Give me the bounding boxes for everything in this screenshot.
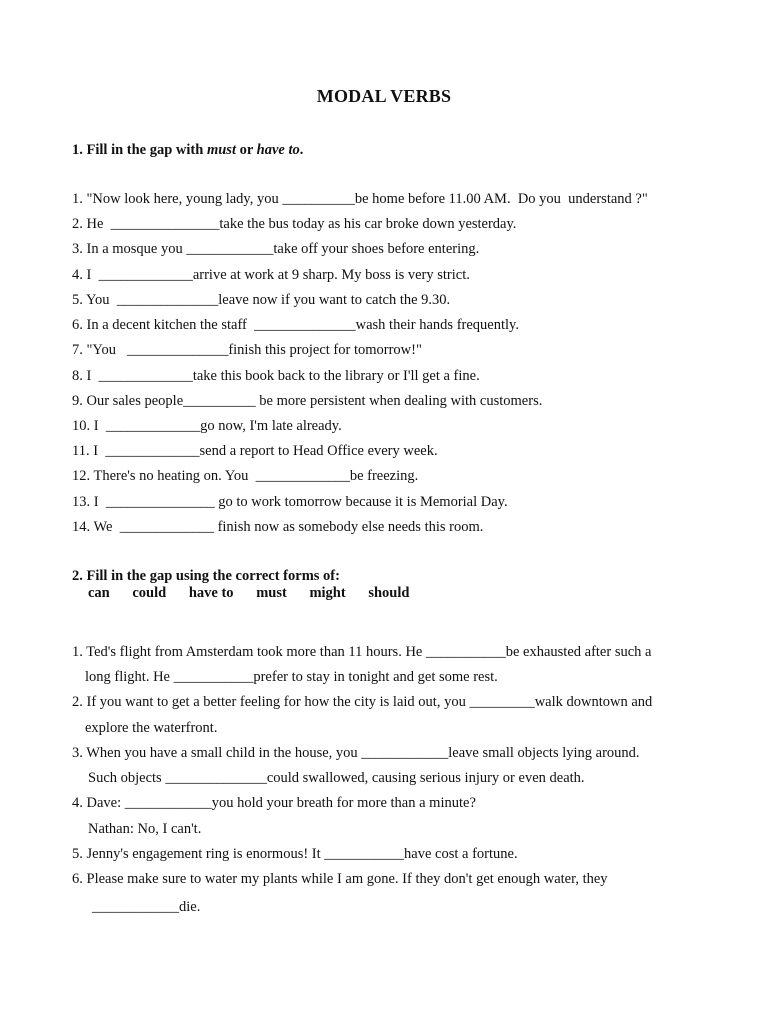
section1-heading-or: or	[235, 142, 257, 158]
exercise2-line-9: 5. Jenny's engagement ring is enormous! It ___________have cost a fortune.	[72, 846, 518, 862]
exercise1-item-9: 9. Our sales people__________ be more persistent when dealing with customers.	[72, 393, 543, 409]
exercise1-item-6: 6. In a decent kitchen the staff ______________wash their hands frequently.	[72, 317, 519, 333]
exercise1-item-14: 14. We _____________ finish now as somebody else needs this room.	[72, 519, 484, 535]
exercise2-line-4: explore the waterfront.	[85, 720, 218, 736]
modal-word: should	[368, 585, 410, 601]
exercise1-item-12: 12. There's no heating on. You _____________be freezing.	[72, 468, 419, 484]
modal-word: might	[309, 585, 346, 601]
section1-heading-prefix: 1. Fill in the gap with	[72, 142, 207, 158]
exercise2-line-11: ____________die.	[92, 899, 201, 915]
section1-heading-suffix: .	[299, 142, 304, 158]
exercise1-item-13: 13. I _______________ go to work tomorrow because it is Memorial Day.	[72, 494, 508, 510]
exercise1-item-8: 8. I _____________take this book back to the library or I'll get a fine.	[72, 368, 480, 384]
modal-word: can	[88, 585, 110, 601]
exercise2-line-8: Nathan: No, I can't.	[88, 821, 202, 837]
exercise1-item-1: 1. "Now look here, young lady, you __________be home before 11.00 AM. Do you understand ?"	[72, 191, 648, 207]
exercise2-line-2: long flight. He ___________prefer to stay in tonight and get some rest.	[85, 669, 498, 685]
exercise1-item-11: 11. I _____________send a report to Head Office every week.	[72, 443, 438, 459]
exercise1-item-4: 4. I _____________arrive at work at 9 sharp. My boss is very strict.	[72, 267, 470, 283]
modal-word-list	[88, 585, 428, 602]
modal-word: have to	[188, 585, 234, 601]
exercise1-item-10: 10. I _____________go now, I'm late already.	[72, 418, 342, 434]
modal-word: must	[256, 585, 287, 601]
exercise1-item-7: 7. "You ______________finish this project for tomorrow!"	[72, 342, 422, 358]
exercise2-line-10: 6. Please make sure to water my plants while I am gone. If they don't get enough water, they	[72, 871, 608, 887]
exercise1-item-2: 2. He _______________take the bus today as his car broke down yesterday.	[72, 216, 517, 232]
exercise2-line-1: 1. Ted's flight from Amsterdam took more than 11 hours. He ___________be exhausted after such a	[72, 644, 652, 660]
section1-heading	[72, 142, 303, 159]
section2-heading: 2. Fill in the gap using the correct forms of:	[72, 568, 340, 584]
exercise2-line-7: 4. Dave: ____________you hold your breath for more than a minute?	[72, 795, 476, 811]
section1-heading-have-to: have to	[256, 142, 300, 158]
exercise1-item-3: 3. In a mosque you ____________take off your shoes before entering.	[72, 241, 480, 257]
exercise1-item-5: 5. You ______________leave now if you want to catch the 9.30.	[72, 292, 451, 308]
exercise2-line-5: 3. When you have a small child in the house, you ____________leave small objects lying around.	[72, 745, 640, 761]
exercise2-line-3: 2. If you want to get a better feeling for how the city is laid out, you _________walk downtown and	[72, 694, 653, 710]
exercise2-line-6: Such objects ______________could swallowed, causing serious injury or even death.	[88, 770, 585, 786]
page-title: MODAL VERBS	[316, 86, 452, 106]
modal-word: could	[132, 585, 167, 601]
section1-heading-must: must	[206, 142, 236, 158]
